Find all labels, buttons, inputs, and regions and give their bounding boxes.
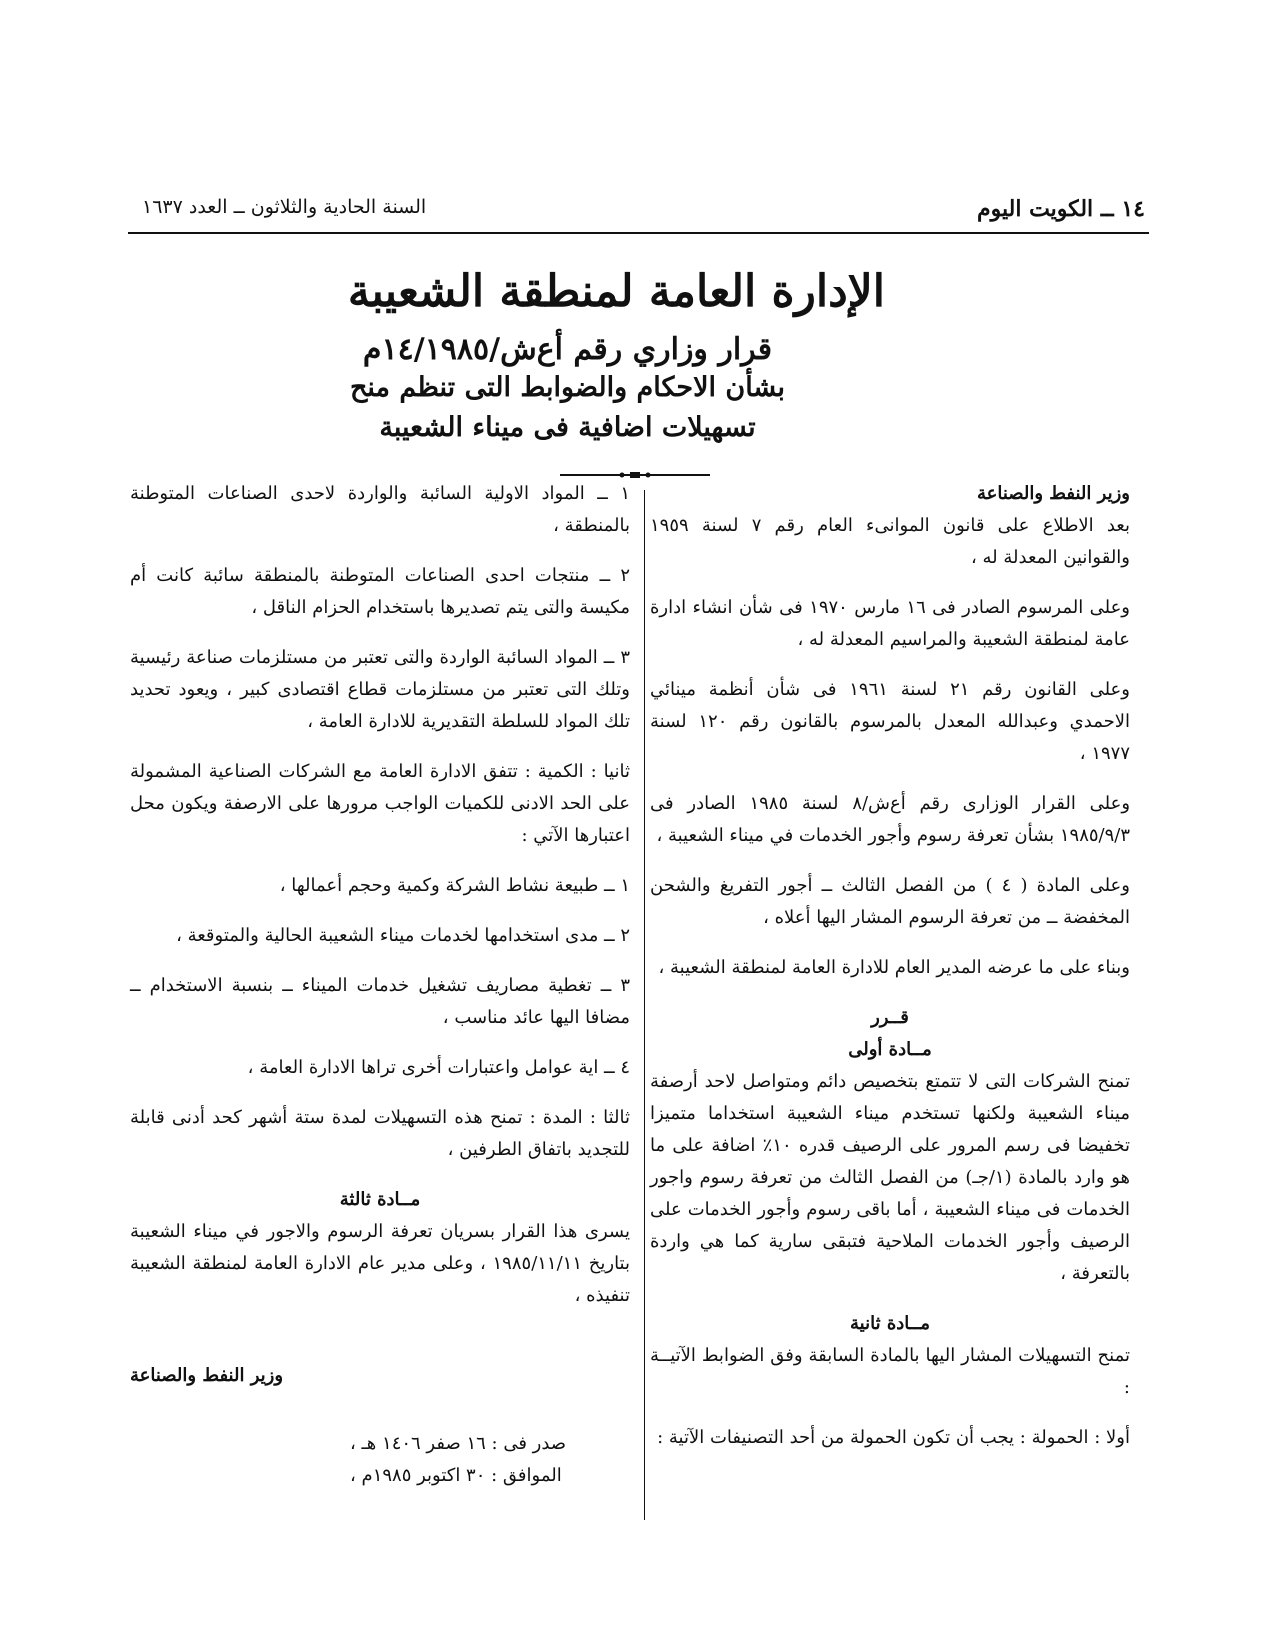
preamble-paragraph: وعلى المادة ( ٤ ) من الفصل الثالث ــ أجور التفريغ والشحن المخفضة ــ من تعرفة الرسوم المشار اليها أعلاه ، bbox=[650, 875, 1130, 928]
condition-item: ٣ ــ تغطية مصاريف تشغيل خدمات الميناء ــ بنسبة الاستخدام ــ مضافا اليها عائد مناسب ، bbox=[130, 975, 630, 1028]
preamble-paragraph: وعلى القانون رقم ٢١ لسنة ١٩٦١ فى شأن أنظمة مينائي الاحمدي وعبدالله المعدل بالمرسوم بالقانون رقم ١٢٠ لسنة ١٩٧٧ ، bbox=[650, 679, 1130, 764]
preamble-paragraph: بعد الاطلاع على قانون الموانىء العام رقم ٧ لسنة ١٩٥٩ والقوانين المعدلة له ، bbox=[650, 515, 1130, 568]
gazette-page-number: ١٤ ــ الكويت اليوم bbox=[976, 196, 1145, 222]
condition-item: ١ ــ طبيعة نشاط الشركة وكمية وحجم أعمالها ، bbox=[279, 875, 630, 896]
article-2-title: مــادة ثانية bbox=[850, 1313, 930, 1334]
decision-number: قرار وزاري رقم أع‌ش/١٤/١٩٨٥م bbox=[362, 332, 773, 367]
decision-subject-line-2: تسهيلات اضافية فى ميناء الشعيبة bbox=[379, 412, 756, 443]
right-column bbox=[650, 478, 1130, 1472]
condition-item: ١ ــ المواد الاولية السائبة والواردة لاحدى الصناعات المتوطنة بالمنطقة ، bbox=[130, 483, 630, 536]
article-1-title: مــادة أولى bbox=[848, 1039, 932, 1060]
page-title: الإدارة العامة لمنطقة الشعيبة bbox=[347, 266, 885, 317]
condition-item: ٢ ــ مدى استخدامها لخدمات ميناء الشعيبة الحالية والمتوقعة ، bbox=[176, 925, 630, 946]
condition-item: ٢ ــ منتجات احدى الصناعات المتوطنة بالمنطقة سائبة كانت أم مكيسة والتى يتم تصديرها باستخدام الحزام الناقل ، bbox=[130, 565, 630, 618]
issued-date-hijri: صدر فى : ١٦ صفر ١٤٠٦ هـ ، bbox=[350, 1433, 567, 1454]
article-2-first-condition: أولا : الحمولة : يجب أن تكون الحمولة من أحد التصنيفات الآتية : bbox=[657, 1427, 1130, 1448]
header-rule bbox=[128, 232, 1149, 234]
article-3-title: مــادة ثالثة bbox=[339, 1189, 421, 1210]
spacer bbox=[130, 1330, 630, 1360]
condition-item: ثالثا : المدة : تمنح هذه التسهيلات لمدة ستة أشهر كحد أدنى قابلة للتجديد باتفاق الطرفين ، bbox=[130, 1107, 630, 1160]
minister-signature: وزير النفط والصناعة bbox=[130, 1365, 284, 1386]
column-divider bbox=[644, 490, 645, 1520]
article-1-text: تمنح الشركات التى لا تتمتع بتخصيص دائم ومتواصل لاحد أرصفة ميناء الشعيبة ولكنها تستخدم ميناء الشعيبة استخداما متميزا تخفيضا فى رسم المرور على الرصيف قدره ١٠٪ اضافة على ما هو وارد بالمادة (١/جـ) من الفصل الثالث من تعرفة رسوم واجور الخدمات فى ميناء الشعيبة ، أما باقى رسوم وأجور الخدمات على الرصيف وأجور الخدمات الملاحية فتبقى سارية كما هي واردة بالتعرفة ، bbox=[650, 1071, 1131, 1284]
left-column bbox=[130, 478, 630, 1492]
gazette-issue-info: السنة الحادية والثلاثون ــ العدد ١٦٣٧ bbox=[142, 196, 427, 218]
condition-item: ٤ ــ اية عوامل واعتبارات أخرى تراها الادارة العامة ، bbox=[247, 1057, 630, 1078]
decided-heading: قــرر bbox=[871, 1007, 909, 1028]
minister-heading: وزير النفط والصناعة bbox=[976, 483, 1130, 504]
condition-item: ٣ ــ المواد السائبة الواردة والتى تعتبر من مستلزمات صناعة رئيسية وتلك التى تعتبر من مستلزمات قطاع اقتصادى كبير ، ويعود تحديد تلك المواد للسلطة التقديرية للادارة العامة ، bbox=[130, 647, 630, 732]
decision-subject-line-1: بشأن الاحكام والضوابط التى تنظم منح bbox=[349, 372, 786, 403]
preamble-paragraph: وعلى القرار الوزارى رقم أع‌ش/٨ لسنة ١٩٨٥ الصادر فى ١٩٨٥/٩/٣ بشأن تعرفة رسوم وأجور الخدمات في ميناء الشعيبة ، bbox=[650, 793, 1131, 846]
condition-item: ثانيا : الكمية : تتفق الادارة العامة مع الشركات الصناعية المشمولة على الحد الادنى للكميات الواجب مرورها على الارصفة ويكون محل اعتبارها الآتي : bbox=[130, 761, 630, 846]
article-3-text: يسرى هذا القرار بسريان تعرفة الرسوم والاجور في ميناء الشعيبة بتاريخ ١٩٨٥/١١/١١ ، وعلى مدير عام الادارة العامة لمنطقة الشعيبة تنفيذه ، bbox=[130, 1221, 630, 1306]
article-2-text: تمنح التسهيلات المشار اليها بالمادة السابقة وفق الضوابط الآتيــة : bbox=[650, 1345, 1130, 1398]
issued-date-gregorian: الموافق : ٣٠ اكتوبر ١٩٨٥م ، bbox=[350, 1465, 562, 1486]
preamble-paragraph: وبناء على ما عرضه المدير العام للادارة العامة لمنطقة الشعيبة ، bbox=[658, 957, 1130, 978]
preamble-paragraph: وعلى المرسوم الصادر فى ١٦ مارس ١٩٧٠ فى شأن انشاء ادارة عامة لمنطقة الشعيبة والمراسيم المعدلة له ، bbox=[650, 597, 1131, 650]
